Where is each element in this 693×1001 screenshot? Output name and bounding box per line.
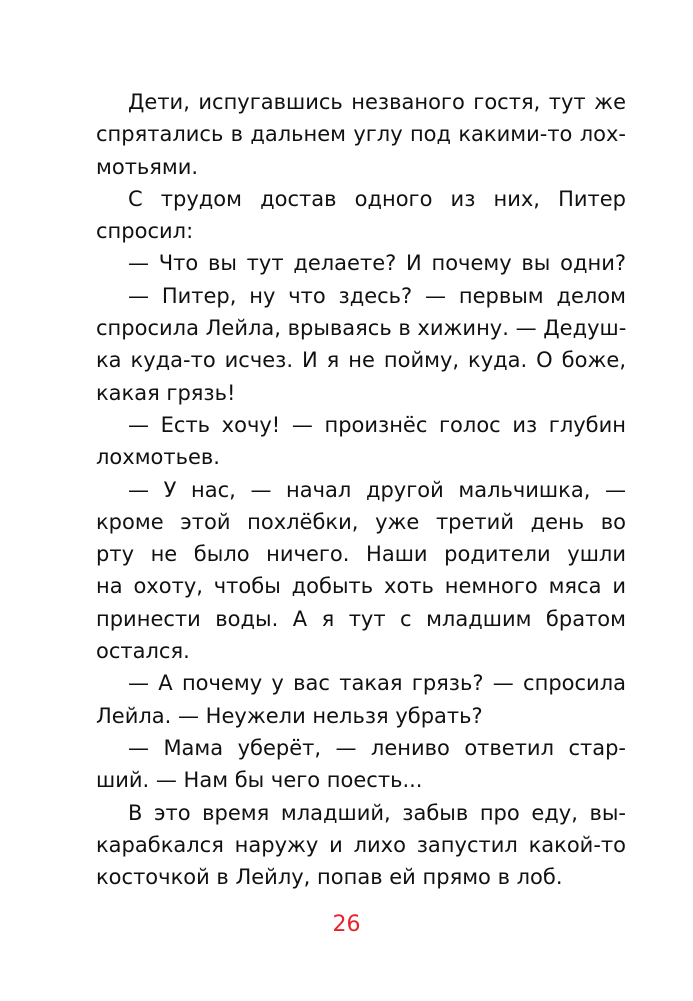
text-line: какая грязь! xyxy=(96,380,236,405)
text-line: — А почему у вас такая грязь? — спросила xyxy=(128,671,626,696)
text-line: спросил: xyxy=(96,219,194,244)
text-line: — Что вы тут делаете? И почему вы одни? xyxy=(128,251,626,276)
text-line: ший. — Нам бы чего поесть... xyxy=(96,768,423,793)
text-line: Лейла. — Неужели нельзя убрать? xyxy=(96,703,483,728)
text-line: косточкой в Лейлу, попав ей прямо в лоб. xyxy=(96,865,563,890)
text-line: рту не было ничего. Наши родители ушли xyxy=(96,542,626,567)
text-line: В это время младший, забыв про еду, вы- xyxy=(128,800,626,825)
text-line: Дети, испугавшись незваного гостя, тут же xyxy=(128,90,626,114)
text-line: спрятались в дальнем углу под какими-то лох- xyxy=(96,122,626,147)
text-line: на охоту, чтобы добыть хоть немного мяса и xyxy=(96,574,626,599)
text-line: лохмотьев. xyxy=(96,445,220,470)
text-line: мотьями. xyxy=(96,154,199,179)
text-line: кроме этой похлёбки, уже третий день во xyxy=(96,509,626,534)
text-line: остался. xyxy=(96,639,190,664)
text-line: — Питер, ну что здесь? — первым делом xyxy=(128,283,626,308)
body-text xyxy=(96,86,626,893)
text-line: принести воды. А я тут с младшим братом xyxy=(96,606,626,631)
text-line: — У нас, — начал другой мальчишка, — xyxy=(128,477,626,502)
text-line: С трудом достав одного из них, Питер xyxy=(128,186,626,211)
text-line: — Мама уберёт, — лениво ответил стар- xyxy=(128,735,626,760)
page-number: 26 xyxy=(332,912,361,937)
text-line: карабкался наружу и лихо запустил какой-то xyxy=(96,832,626,857)
text-line: — Есть хочу! — произнёс голос из глубин xyxy=(128,412,626,437)
text-line: спросила Лейла, врываясь в хижину. — Дедуш- xyxy=(96,316,627,341)
text-line: ка куда-то исчез. И я не пойму, куда. О боже, xyxy=(96,348,626,373)
